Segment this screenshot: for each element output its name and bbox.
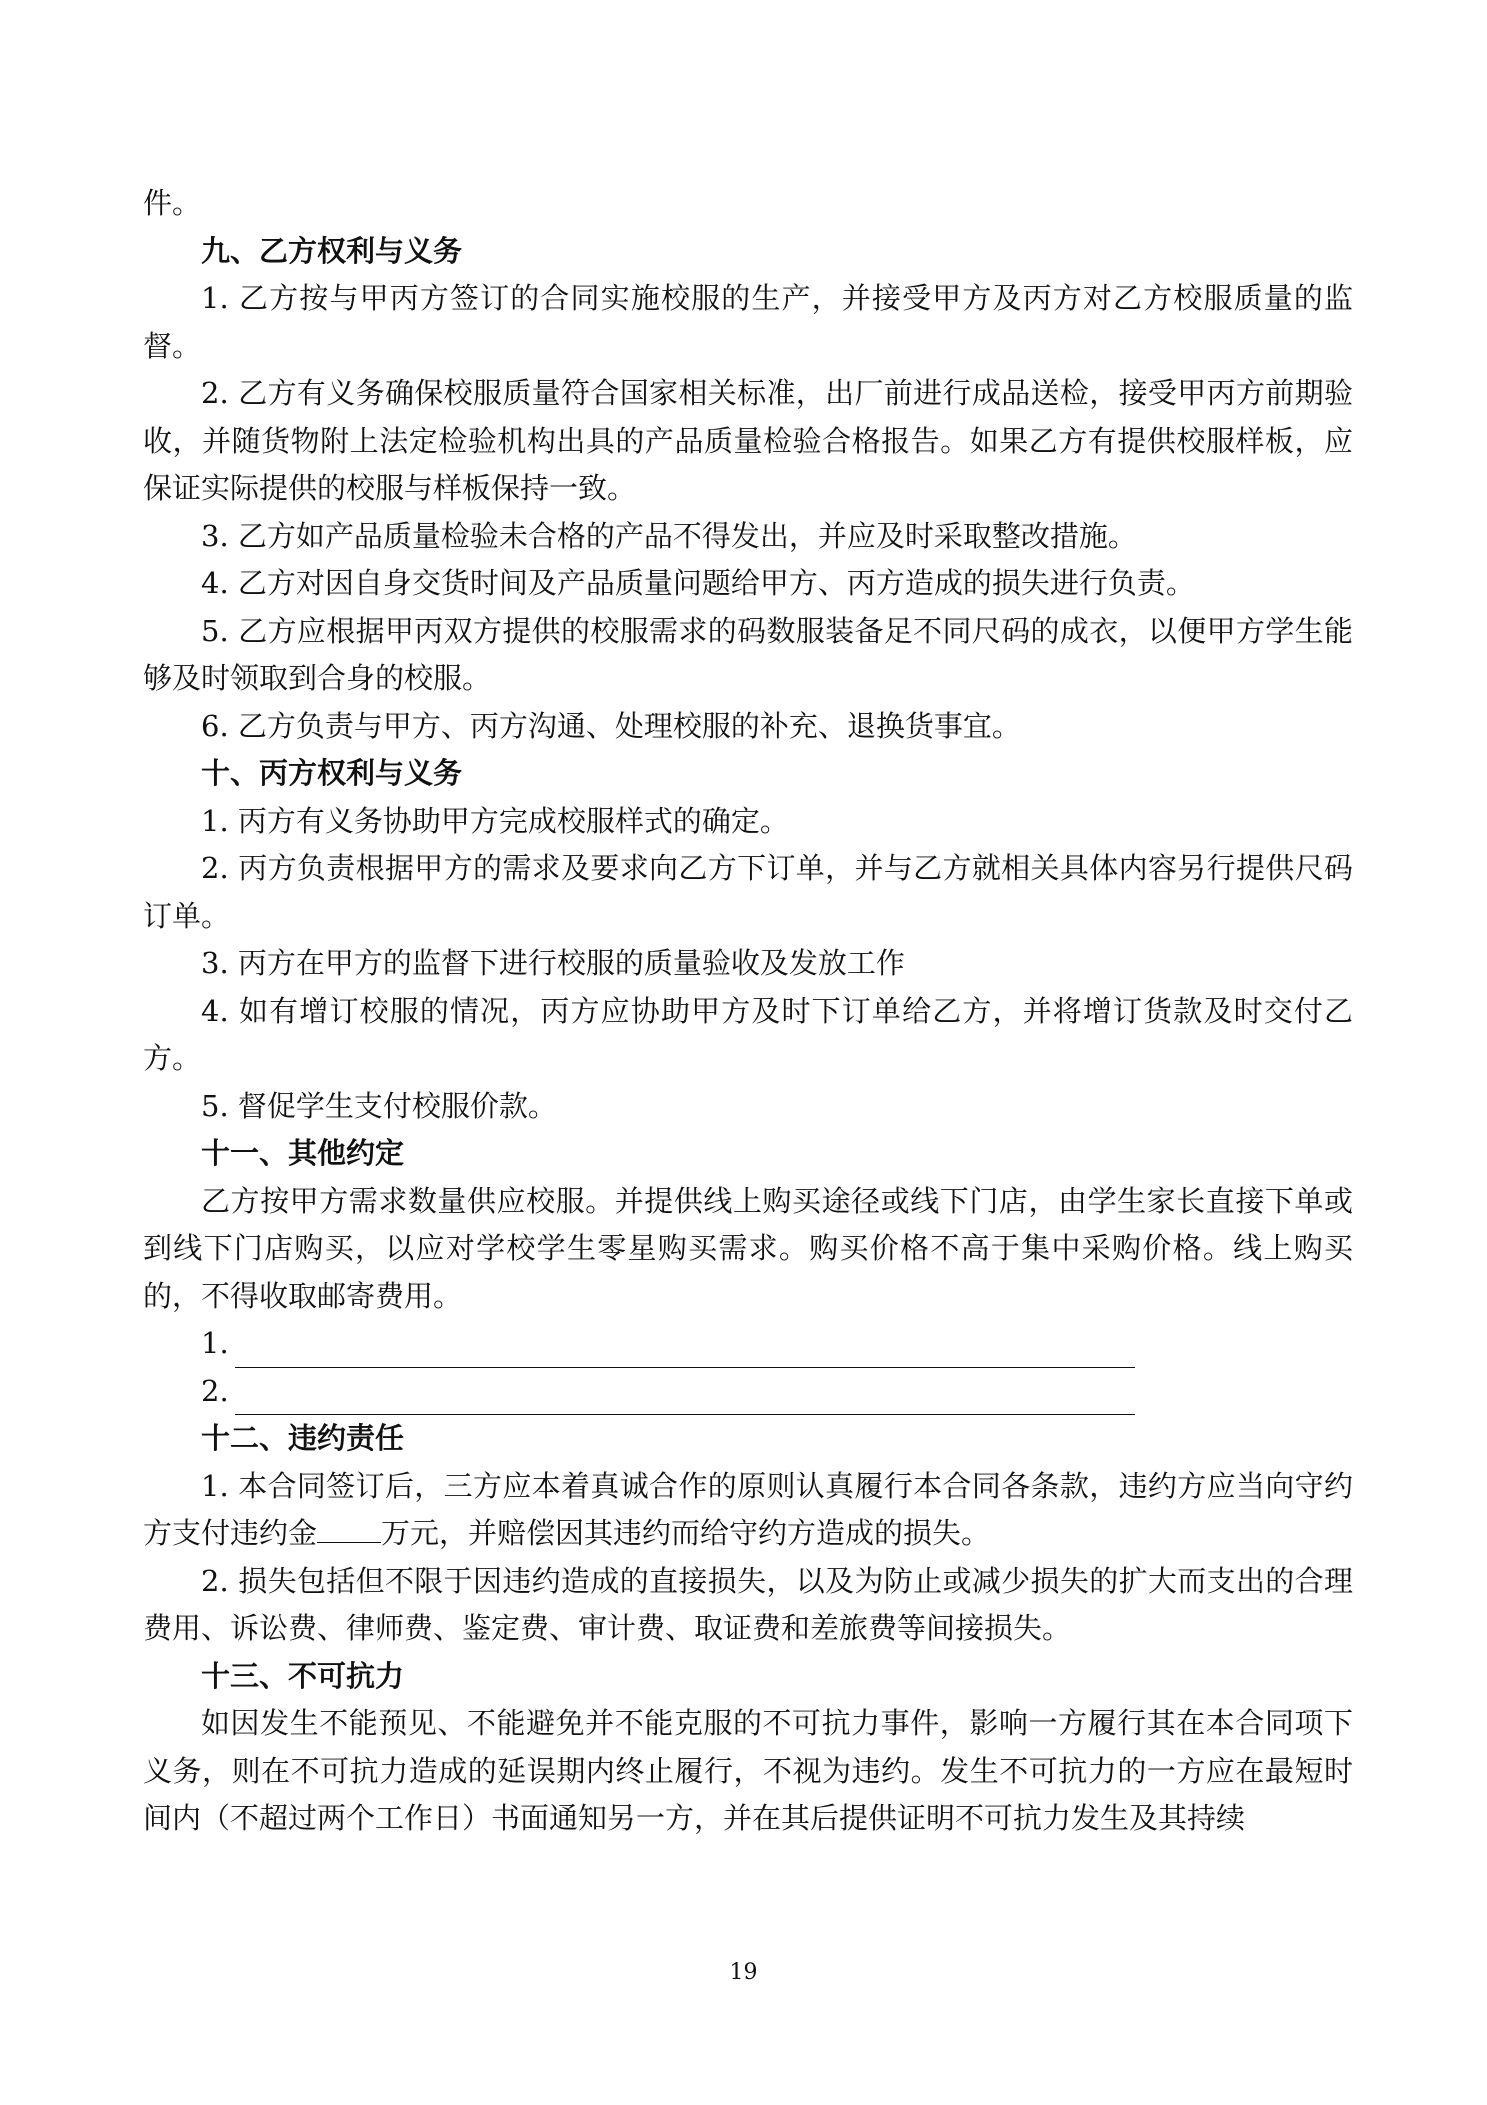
section-9-item-6: 6. 乙方负责与甲方、丙方沟通、处理校服的补充、退换货事宜。 xyxy=(201,708,1021,743)
page-number: 19 xyxy=(729,1960,758,1985)
blank-entry-2-line xyxy=(235,1382,1135,1415)
section-9-item-2: 2. 乙方有义务确保校服质量符合国家相关标准，出厂前进行成品送检，接受甲丙方前期验收，并随货物附上法定检验机构出具的产品质量检验合格报告。如果乙方有提供校服样板，应保证实际提供的校服与样板保持一致。 xyxy=(143,376,1353,505)
section-12-item-2: 2. 损失包括但不限于因违约造成的直接损失，以及为防止或减少损失的扩大而支出的合理费用、诉讼费、律师费、鉴定费、审计费、取证费和差旅费等间接损失。 xyxy=(143,1563,1353,1645)
blank-entry-1-line xyxy=(235,1335,1135,1368)
section-10-item-5: 5. 督促学生支付校服价款。 xyxy=(201,1088,557,1123)
section-12-item-1-part-b: 万元，并赔偿因其违约而给守约方造成的损失。 xyxy=(381,1516,991,1550)
section-12-item-1-part-a: 1. 本合同签订后，三方应本着真诚合作的原则认真履行本合同各条款，违约方应当向守约方支付违约金 xyxy=(143,1468,1353,1550)
section-9-heading: 九、乙方权利与义务 xyxy=(201,233,463,268)
section-10-item-2: 2. 丙方负责根据甲方的需求及要求向乙方下订单，并与乙方就相关具体内容另行提供尺码订单。 xyxy=(143,851,1353,933)
blank-entry-1 xyxy=(143,1320,1353,1368)
section-10-heading: 十、丙方权利与义务 xyxy=(201,756,463,790)
section-12-heading: 十二、违约责任 xyxy=(201,1421,405,1455)
section-11-body: 乙方按甲方需求数量供应校服。并提供线上购买途径或线下门店，由学生家长直接下单或到线下门店购买，以应对学校学生零星购买需求。购买价格不高于集中采购价格。线上购买的，不得收取邮寄费用。 xyxy=(143,1183,1353,1313)
blank-entry-2 xyxy=(143,1368,1353,1416)
section-10-item-4: 4. 如有增订校服的情况，丙方应协助甲方及时下订单给乙方，并将增订货款及时交付乙方。 xyxy=(143,993,1353,1075)
blank-entry-2-number: 2. xyxy=(201,1373,229,1408)
section-11-heading: 十一、其他约定 xyxy=(201,1136,405,1170)
document-body xyxy=(143,180,1353,1843)
penalty-amount-blank xyxy=(317,1516,381,1543)
blank-entry-1-number: 1. xyxy=(201,1326,229,1360)
section-9-item-1: 1. 乙方按与甲丙方签订的合同实施校服的生产，并接受甲方及丙方对乙方校服质量的监督。 xyxy=(143,281,1353,363)
section-13-heading: 十三、不可抗力 xyxy=(201,1658,405,1693)
section-10-item-3: 3. 丙方在甲方的监督下进行校服的质量验收及发放工作 xyxy=(201,946,905,980)
section-9-item-5: 5. 乙方应根据甲丙双方提供的校服需求的码数服装备足不同尺码的成衣，以便甲方学生能够及时领取到合身的校服。 xyxy=(143,613,1353,695)
section-10-item-1: 1. 丙方有义务协助甲方完成校服样式的确定。 xyxy=(201,803,789,838)
section-9-item-4: 4. 乙方对因自身交货时间及产品质量问题给甲方、丙方造成的损失进行负责。 xyxy=(201,566,1195,600)
section-12-item-1 xyxy=(143,1463,1353,1558)
section-13-body: 如因发生不能预见、不能避免并不能克服的不可抗力事件，影响一方履行其在本合同项下义务，则在不可抗力造成的延误期内终止履行，不视为违约。发生不可抗力的一方应在最短时间内（不超过两个工作日）书面通知另一方，并在其后提供证明不可抗力发生及其持续 xyxy=(143,1706,1353,1835)
paragraph-continuation: 件。 xyxy=(143,186,202,220)
section-9-item-3: 3. 乙方如产品质量检验未合格的产品不得发出，并应及时采取整改措施。 xyxy=(201,518,1137,553)
